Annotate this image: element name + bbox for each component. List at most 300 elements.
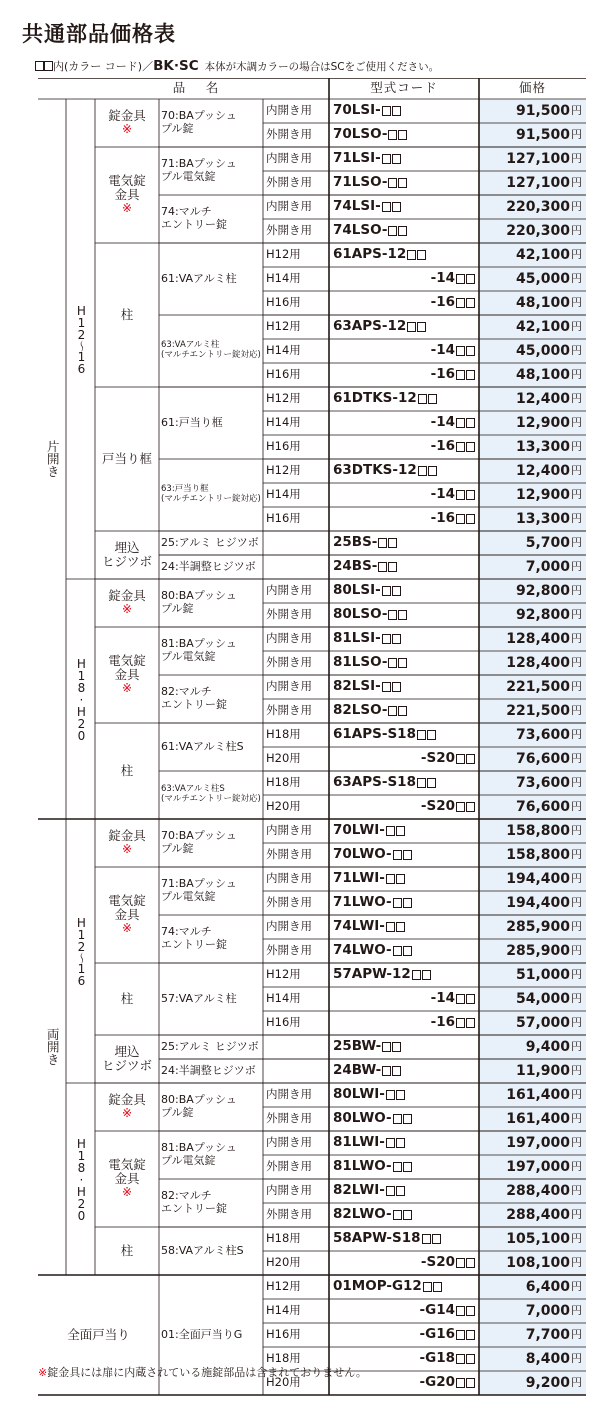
- product-name-line: プル電気錠: [161, 890, 216, 903]
- model-code-text: -14: [430, 990, 455, 1007]
- option-label: 内開き用: [266, 151, 312, 166]
- price-value: 128,400: [506, 630, 570, 647]
- price-value: 9,200: [525, 1374, 570, 1391]
- yen-unit: 円: [571, 1063, 582, 1077]
- product-name-line: プル錠: [161, 122, 194, 135]
- model-code-text: -S20: [420, 1254, 455, 1271]
- color-code-box-icon: [35, 61, 44, 71]
- option-label: H20用: [266, 1255, 301, 1270]
- option-label: 内開き用: [266, 679, 312, 694]
- option-label: H16用: [266, 511, 301, 526]
- price-value: 158,800: [506, 846, 570, 863]
- product-name-line: 25:アルミ ヒジツボ: [161, 1039, 259, 1053]
- product-name-line: 01:全面戸当りG: [161, 1327, 243, 1341]
- yen-unit: 円: [571, 151, 582, 165]
- product-name-line: (マルチエントリー錠対応): [161, 494, 261, 504]
- yen-unit: 円: [571, 1159, 582, 1173]
- product-name-line: 80:BAプッシュ: [161, 1093, 237, 1107]
- header-code: 型式コード: [370, 80, 438, 96]
- category-name-line: 金具: [114, 907, 140, 923]
- category-name-line: 金具: [114, 187, 140, 203]
- yen-unit: 円: [571, 199, 582, 213]
- yen-unit: 円: [571, 247, 582, 261]
- footnote-mark: ※: [38, 1366, 48, 1379]
- category-name-line: 錠金具: [108, 827, 146, 843]
- price-value: 288,400: [506, 1206, 570, 1223]
- model-code-text: -S20: [420, 750, 455, 767]
- option-label: 外開き用: [266, 127, 312, 142]
- category-name-line: 戸当り框: [101, 450, 152, 466]
- option-label: 内開き用: [266, 631, 312, 646]
- yen-unit: 円: [571, 223, 582, 237]
- product-name-line: (マルチエントリー錠対応): [161, 350, 261, 360]
- yen-unit: 円: [571, 175, 582, 189]
- category-name-line: 柱: [120, 990, 134, 1006]
- option-label: 外開き用: [266, 943, 312, 958]
- model-code-text: 80LWI-: [333, 1086, 385, 1103]
- option-label: H12用: [266, 967, 301, 982]
- legend-prefix: 内(カラー コード)／: [53, 60, 154, 73]
- model-code-text: 58APW-S18: [333, 1230, 421, 1247]
- price-value: 57,000: [515, 1014, 570, 1031]
- option-label: H12用: [266, 463, 301, 478]
- option-label: 外開き用: [266, 223, 312, 238]
- model-code-text: 80LSO-: [333, 606, 388, 623]
- color-code-box-icon: [44, 61, 53, 71]
- model-code-text: 71LWO-: [333, 894, 392, 911]
- option-label: H20用: [266, 1375, 301, 1390]
- note-mark: ※: [121, 201, 133, 216]
- product-name-line: エントリー錠: [161, 1202, 227, 1215]
- page-title: 共通部品価格表: [22, 22, 176, 46]
- price-value: 9,400: [525, 1038, 570, 1055]
- header-price: 価格: [518, 80, 546, 96]
- option-label: H16用: [266, 1015, 301, 1030]
- model-code-text: -16: [430, 438, 455, 455]
- option-label: 内開き用: [266, 1183, 312, 1198]
- note-mark: ※: [121, 122, 133, 137]
- yen-unit: 円: [571, 631, 582, 645]
- model-code-text: -14: [430, 414, 455, 431]
- legend-note: 本体が木調カラーの場合はSCをご使用ください。: [204, 61, 440, 73]
- yen-unit: 円: [571, 271, 582, 285]
- category-name-line: 埋込: [114, 1043, 140, 1059]
- price-value: 197,000: [506, 1134, 570, 1151]
- option-label: H16用: [266, 439, 301, 454]
- price-value: 48,100: [515, 366, 570, 383]
- price-value: 221,500: [506, 678, 570, 695]
- yen-unit: 円: [571, 1375, 582, 1389]
- note-mark: ※: [121, 602, 133, 617]
- model-code-text: -S20: [420, 798, 455, 815]
- yen-unit: 円: [571, 319, 582, 333]
- header-item: 品 名: [172, 80, 223, 96]
- yen-unit: 円: [571, 439, 582, 453]
- option-label: 内開き用: [266, 583, 312, 598]
- price-value: 161,400: [506, 1110, 570, 1127]
- option-label: 内開き用: [266, 1087, 312, 1102]
- model-code-text: 61APS-S18: [333, 726, 416, 743]
- price-value: 12,400: [515, 390, 570, 407]
- yen-unit: 円: [571, 535, 582, 549]
- price-value: 76,600: [515, 798, 570, 815]
- option-label: H12用: [266, 319, 301, 334]
- product-name-line: プル錠: [161, 1106, 194, 1119]
- model-code-text: 01MOP-G12: [333, 1278, 422, 1295]
- yen-unit: 円: [571, 799, 582, 813]
- option-label: H14用: [266, 343, 301, 358]
- model-code-text: -16: [430, 510, 455, 527]
- price-value: 194,400: [506, 870, 570, 887]
- option-label: 外開き用: [266, 1207, 312, 1222]
- section-label: 両開き: [45, 1028, 61, 1066]
- price-value: 105,100: [506, 1230, 570, 1247]
- yen-unit: 円: [571, 991, 582, 1005]
- price-value: 221,500: [506, 702, 570, 719]
- product-name-line: 74:マルチ: [161, 925, 212, 939]
- section-label: 全面戸当り: [67, 1326, 130, 1342]
- yen-unit: 円: [571, 1279, 582, 1293]
- product-name-line: プル錠: [161, 842, 194, 855]
- product-name-line: 70:BAプッシュ: [161, 829, 237, 843]
- yen-unit: 円: [571, 295, 582, 309]
- price-value: 6,400: [525, 1278, 570, 1295]
- option-label: H14用: [266, 991, 301, 1006]
- legend-colors: BK·SC: [153, 58, 199, 74]
- yen-unit: 円: [571, 583, 582, 597]
- option-label: H16用: [266, 295, 301, 310]
- yen-unit: 円: [571, 1039, 582, 1053]
- model-code-text: -14: [430, 486, 455, 503]
- note-mark: ※: [121, 1106, 133, 1121]
- yen-unit: 円: [571, 343, 582, 357]
- option-label: 外開き用: [266, 703, 312, 718]
- product-name-line: 24:半調整ヒジツボ: [161, 1063, 256, 1077]
- category-name-line: 錠金具: [108, 107, 146, 123]
- category-name-line: 柱: [120, 762, 134, 778]
- product-name-line: 80:BAプッシュ: [161, 589, 237, 603]
- yen-unit: 円: [571, 1183, 582, 1197]
- product-name-line: 61:VAアルミ柱: [161, 271, 237, 285]
- price-value: 128,400: [506, 654, 570, 671]
- model-code-text: 82LSO-: [333, 702, 388, 719]
- product-name-line: 57:VAアルミ柱: [161, 991, 237, 1005]
- product-name-line: (マルチエントリー錠対応): [161, 794, 261, 804]
- yen-unit: 円: [571, 895, 582, 909]
- category-name-line: 電気錠: [108, 652, 146, 668]
- option-label: H14用: [266, 1303, 301, 1318]
- product-name-line: 71:BAプッシュ: [161, 877, 237, 891]
- price-value: 127,100: [506, 150, 570, 167]
- category-name-line: ヒジツボ: [101, 1058, 152, 1073]
- product-name-line: 82:マルチ: [161, 685, 212, 699]
- option-label: 内開き用: [266, 199, 312, 214]
- product-name-line: 58:VAアルミ柱S: [161, 1243, 244, 1257]
- model-code-text: 25BW-: [333, 1038, 382, 1055]
- price-value: 288,400: [506, 1182, 570, 1199]
- model-code-text: 74LWI-: [333, 918, 385, 935]
- option-label: 内開き用: [266, 103, 312, 118]
- product-name-line: 81:BAプッシュ: [161, 637, 237, 651]
- price-value: 92,800: [515, 582, 570, 599]
- model-code-text: 82LWI-: [333, 1182, 385, 1199]
- price-value: 285,900: [506, 918, 570, 935]
- price-value: 127,100: [506, 174, 570, 191]
- model-code-text: -G14: [419, 1302, 455, 1319]
- model-code-text: 71LWI-: [333, 870, 385, 887]
- option-label: H14用: [266, 271, 301, 286]
- price-value: 5,700: [525, 534, 570, 551]
- model-code-text: 57APW-12: [333, 966, 411, 983]
- model-code-text: -G18: [419, 1350, 455, 1367]
- model-code-text: 81LWI-: [333, 1134, 385, 1151]
- category-name-line: 錠金具: [108, 587, 146, 603]
- category-name-line: ヒジツボ: [101, 554, 152, 569]
- category-name-line: 柱: [120, 1242, 134, 1258]
- model-code-text: 82LWO-: [333, 1206, 392, 1223]
- option-label: 外開き用: [266, 1159, 312, 1174]
- price-value: 158,800: [506, 822, 570, 839]
- option-label: 外開き用: [266, 175, 312, 190]
- yen-unit: 円: [571, 1231, 582, 1245]
- option-label: H12用: [266, 247, 301, 262]
- option-label: 外開き用: [266, 607, 312, 622]
- option-label: H12用: [266, 1279, 301, 1294]
- category-name-line: 金具: [114, 667, 140, 683]
- option-label: H14用: [266, 415, 301, 430]
- price-value: 7,700: [525, 1326, 570, 1343]
- price-value: 54,000: [515, 990, 570, 1007]
- model-code-text: 74LWO-: [333, 942, 392, 959]
- category-name-line: 柱: [120, 306, 134, 322]
- product-name-line: 71:BAプッシュ: [161, 157, 237, 171]
- model-code-text: 80LWO-: [333, 1110, 392, 1127]
- option-label: H20用: [266, 751, 301, 766]
- yen-unit: 円: [571, 415, 582, 429]
- yen-unit: 円: [571, 967, 582, 981]
- price-value: 76,600: [515, 750, 570, 767]
- yen-unit: 円: [571, 775, 582, 789]
- model-code-text: -14: [430, 342, 455, 359]
- price-value: 108,100: [506, 1254, 570, 1271]
- yen-unit: 円: [571, 1087, 582, 1101]
- yen-unit: 円: [571, 463, 582, 477]
- price-value: 42,100: [515, 318, 570, 335]
- model-code-text: 24BW-: [333, 1062, 382, 1079]
- model-code-text: 61DTKS-12: [333, 390, 417, 407]
- yen-unit: 円: [571, 1351, 582, 1365]
- price-value: 13,300: [515, 510, 570, 527]
- note-mark: ※: [121, 1185, 133, 1200]
- option-label: H18用: [266, 775, 301, 790]
- price-value: 197,000: [506, 1158, 570, 1175]
- yen-unit: 円: [571, 655, 582, 669]
- model-code-text: 63APS-S18: [333, 774, 416, 791]
- price-value: 45,000: [515, 342, 570, 359]
- model-code-text: 71LSO-: [333, 174, 388, 191]
- product-name-line: プル電気錠: [161, 170, 216, 183]
- category-name-line: 電気錠: [108, 892, 146, 908]
- price-value: 7,000: [525, 558, 570, 575]
- category-name-line: 埋込: [114, 539, 140, 555]
- option-label: 外開き用: [266, 895, 312, 910]
- model-code-text: 80LSI-: [333, 582, 381, 599]
- option-label: H14用: [266, 487, 301, 502]
- yen-unit: 円: [571, 823, 582, 837]
- price-value: 42,100: [515, 246, 570, 263]
- product-name-line: 63:戸当り框: [161, 484, 209, 495]
- product-name-line: 70:BAプッシュ: [161, 109, 237, 123]
- price-value: 13,300: [515, 438, 570, 455]
- model-code-text: -16: [430, 294, 455, 311]
- option-label: H16用: [266, 1327, 301, 1342]
- price-value: 73,600: [515, 726, 570, 743]
- yen-unit: 円: [571, 871, 582, 885]
- product-name-line: プル電気錠: [161, 650, 216, 663]
- price-value: 220,300: [506, 222, 570, 239]
- yen-unit: 円: [571, 847, 582, 861]
- yen-unit: 円: [571, 1303, 582, 1317]
- height-group-label: H18·H20: [74, 657, 89, 741]
- product-name-line: 74:マルチ: [161, 205, 212, 219]
- model-code-text: 24BS-: [333, 558, 378, 575]
- model-code-text: -16: [430, 1014, 455, 1031]
- price-value: 73,600: [515, 774, 570, 791]
- height-group-label: H12〜16: [74, 916, 89, 986]
- model-code-text: 70LSI-: [333, 102, 381, 119]
- height-group-label: H12〜16: [74, 304, 89, 374]
- model-code-text: 25BS-: [333, 534, 378, 551]
- yen-unit: 円: [571, 487, 582, 501]
- product-name-line: 82:マルチ: [161, 1189, 212, 1203]
- note-mark: ※: [121, 842, 133, 857]
- option-label: H18用: [266, 727, 301, 742]
- model-code-text: -16: [430, 366, 455, 383]
- yen-unit: 円: [571, 607, 582, 621]
- yen-unit: 円: [571, 1255, 582, 1269]
- yen-unit: 円: [571, 127, 582, 141]
- yen-unit: 円: [571, 1135, 582, 1149]
- product-name-line: エントリー錠: [161, 938, 227, 951]
- yen-unit: 円: [571, 727, 582, 741]
- yen-unit: 円: [571, 703, 582, 717]
- model-code-text: 70LWI-: [333, 822, 385, 839]
- product-name-line: 81:BAプッシュ: [161, 1141, 237, 1155]
- footnote: [38, 1364, 367, 1380]
- price-value: 7,000: [525, 1302, 570, 1319]
- product-name-line: 61:戸当り框: [161, 415, 223, 429]
- price-value: 161,400: [506, 1086, 570, 1103]
- option-label: H20用: [266, 799, 301, 814]
- model-code-text: 70LSO-: [333, 126, 388, 143]
- option-label: H18用: [266, 1231, 301, 1246]
- option-label: 内開き用: [266, 919, 312, 934]
- option-label: 内開き用: [266, 823, 312, 838]
- yen-unit: 円: [571, 751, 582, 765]
- section-label: 片開き: [45, 440, 61, 478]
- model-code-text: 81LSO-: [333, 654, 388, 671]
- category-name-line: 電気錠: [108, 1156, 146, 1172]
- option-label: 外開き用: [266, 1111, 312, 1126]
- model-code-text: 71LSI-: [333, 150, 381, 167]
- price-value: 12,900: [515, 486, 570, 503]
- note-mark: ※: [121, 681, 133, 696]
- model-code-text: 81LWO-: [333, 1158, 392, 1175]
- option-label: 外開き用: [266, 655, 312, 670]
- price-value: 91,500: [515, 102, 570, 119]
- footnote-text: 錠金具には扉に内蔵されている施錠部品は含まれておりません。: [47, 1366, 367, 1379]
- yen-unit: 円: [571, 367, 582, 381]
- color-code-legend: [35, 58, 439, 74]
- option-label: H18用: [266, 1351, 301, 1366]
- yen-unit: 円: [571, 103, 582, 117]
- option-label: 内開き用: [266, 871, 312, 886]
- yen-unit: 円: [571, 943, 582, 957]
- table-rules: [38, 78, 586, 1397]
- price-value: 12,900: [515, 414, 570, 431]
- yen-unit: 円: [571, 1111, 582, 1125]
- price-value: 92,800: [515, 606, 570, 623]
- model-code-text: -G20: [419, 1374, 455, 1391]
- price-value: 11,900: [515, 1062, 570, 1079]
- price-value: 51,000: [515, 966, 570, 983]
- model-code-text: 74LSI-: [333, 198, 381, 215]
- price-value: 285,900: [506, 942, 570, 959]
- price-value: 45,000: [515, 270, 570, 287]
- product-name-line: 63:VAアルミ柱S: [161, 784, 225, 795]
- category-name-line: 錠金具: [108, 1091, 146, 1107]
- model-code-text: -G16: [419, 1326, 455, 1343]
- product-name-line: 24:半調整ヒジツボ: [161, 559, 256, 573]
- height-group-label: H18·H20: [74, 1137, 89, 1221]
- model-code-text: 82LSI-: [333, 678, 381, 695]
- price-value: 12,400: [515, 462, 570, 479]
- option-label: 外開き用: [266, 847, 312, 862]
- model-code-text: 63DTKS-12: [333, 462, 417, 479]
- model-code-text: 81LSI-: [333, 630, 381, 647]
- price-value: 91,500: [515, 126, 570, 143]
- yen-unit: 円: [571, 1327, 582, 1341]
- product-name-line: 63:VAアルミ柱: [161, 340, 220, 351]
- yen-unit: 円: [571, 511, 582, 525]
- price-value: 8,400: [525, 1350, 570, 1367]
- category-name-line: 電気錠: [108, 172, 146, 188]
- model-code-text: -14: [430, 270, 455, 287]
- product-name-line: 25:アルミ ヒジツボ: [161, 535, 259, 549]
- category-name-line: 金具: [114, 1171, 140, 1187]
- option-label: H12用: [266, 391, 301, 406]
- model-code-text: 63APS-12: [333, 318, 407, 335]
- yen-unit: 円: [571, 391, 582, 405]
- option-label: 内開き用: [266, 1135, 312, 1150]
- model-code-text: 70LWO-: [333, 846, 392, 863]
- price-value: 48,100: [515, 294, 570, 311]
- model-code-text: 61APS-12: [333, 246, 407, 263]
- yen-unit: 円: [571, 919, 582, 933]
- model-code-text: 74LSO-: [333, 222, 388, 239]
- yen-unit: 円: [571, 1207, 582, 1221]
- product-name-line: プル電気錠: [161, 1154, 216, 1167]
- price-value: 194,400: [506, 894, 570, 911]
- product-name-line: エントリー錠: [161, 218, 227, 231]
- note-mark: ※: [121, 921, 133, 936]
- yen-unit: 円: [571, 1015, 582, 1029]
- product-name-line: エントリー錠: [161, 698, 227, 711]
- product-name-line: プル錠: [161, 602, 194, 615]
- yen-unit: 円: [571, 559, 582, 573]
- product-name-line: 61:VAアルミ柱S: [161, 739, 244, 753]
- option-label: H16用: [266, 367, 301, 382]
